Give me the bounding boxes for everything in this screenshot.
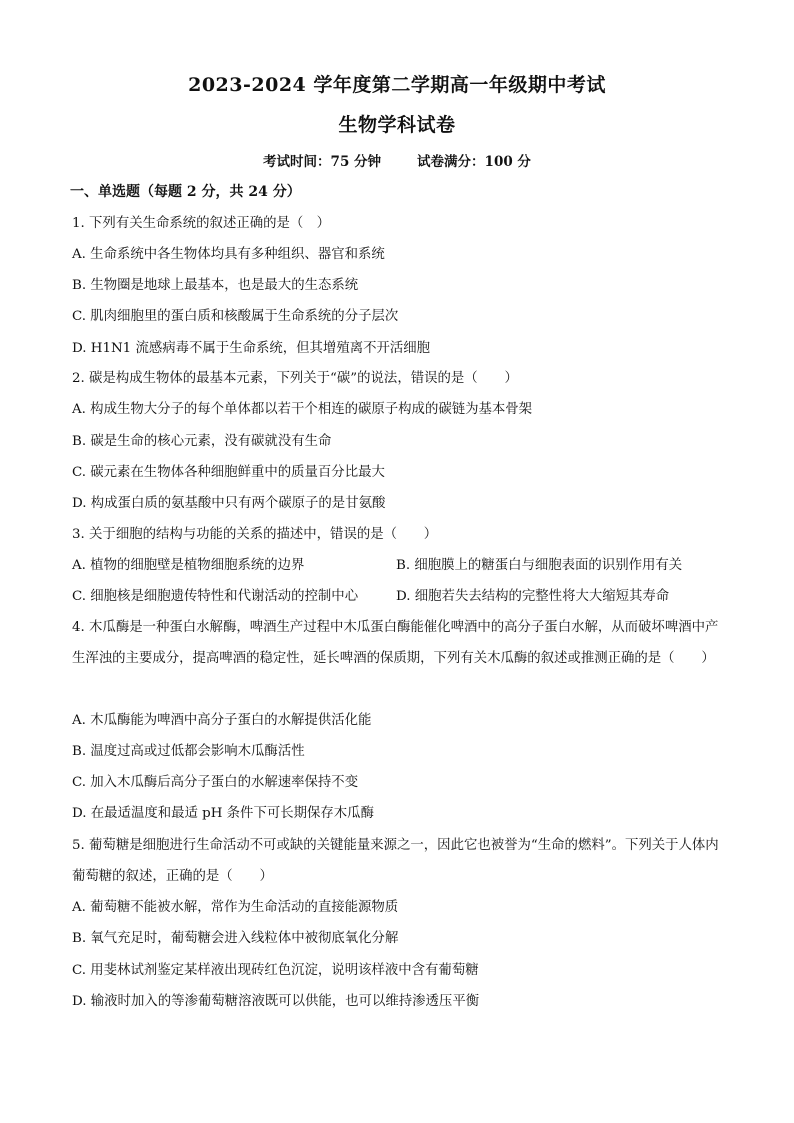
question-4-stem: 4. 木瓜酶是一种蛋白水解酶，啤酒生产过程中木瓜蛋白酶能催化啤酒中的高分子蛋白水解，从而破坏啤酒中产生浑浊的主要成分，提高啤酒的稳定性，延长啤酒的保质期，下列有关木瓜酶的叙述或推测正确的是（ ） — [72, 620, 719, 666]
question-2-stem: 2. 碳是构成生物体的最基本元素，下列关于“碳”的说法，错误的是（ ） — [72, 371, 518, 386]
question-1-option-d: D. H1N1 流感病毒不属于生命系统，但其增殖离不开活细胞 — [72, 341, 431, 356]
question-5-option-b: B. 氧气充足时，葡萄糖会进入线粒体中被彻底氧化分解 — [72, 931, 399, 946]
question-5-stem: 5. 葡萄糖是细胞进行生命活动不可或缺的关键能量来源之一，因此它也被誉为“生命的燃料”。下列关于人体内葡萄糖的叙述，正确的是（ ） — [72, 838, 719, 884]
question-1-option-c: C. 肌肉细胞里的蛋白质和核酸属于生命系统的分子层次 — [72, 309, 399, 324]
question-3-option-a: A. 植物的细胞壁是植物细胞系统的边界 — [72, 558, 305, 573]
question-1-stem: 1. 下列有关生命系统的叙述正确的是（ ） — [72, 216, 331, 231]
exam-title: 2023-2024 学年度第二学期高一年级期中考试 — [188, 74, 606, 96]
exam-score: 试卷满分：100 分 — [417, 154, 531, 170]
question-4-option-b: B. 温度过高或过低都会影响木瓜酶活性 — [72, 744, 305, 759]
exam-subject: 生物学科试卷 — [338, 114, 456, 136]
question-5-option-c: C. 用斐林试剂鉴定某样液出现砖红色沉淀，说明该样液中含有葡萄糖 — [72, 963, 479, 978]
question-3-option-b: B. 细胞膜上的糖蛋白与细胞表面的识别作用有关 — [396, 558, 683, 573]
question-4-option-a: A. 木瓜酶能为啤酒中高分子蛋白的水解提供活化能 — [72, 713, 372, 728]
question-2-option-b: B. 碳是生命的核心元素，没有碳就没有生命 — [72, 434, 332, 449]
question-3-option-c: C. 细胞核是细胞遗传特性和代谢活动的控制中心 — [72, 589, 359, 604]
question-2-option-c: C. 碳元素在生物体各种细胞鲜重中的质量百分比最大 — [72, 465, 385, 480]
question-1-option-b: B. 生物圈是地球上最基本，也是最大的生态系统 — [72, 278, 359, 293]
question-5-option-a: A. 葡萄糖不能被水解，常作为生命活动的直接能源物质 — [72, 900, 399, 915]
question-3-stem: 3. 关于细胞的结构与功能的关系的描述中，错误的是（ ） — [72, 527, 438, 542]
question-3-option-d: D. 细胞若失去结构的完整性将大大缩短其寿命 — [396, 589, 670, 604]
question-2-option-d: D. 构成蛋白质的氨基酸中只有两个碳原子的是甘氨酸 — [72, 496, 386, 511]
question-4-option-c: C. 加入木瓜酶后高分子蛋白的水解速率保持不变 — [72, 775, 359, 790]
section-heading: 一、单选题（每题 2 分，共 24 分） — [70, 184, 301, 200]
question-1-option-a: A. 生命系统中各生物体均具有多种组织、器官和系统 — [72, 247, 385, 262]
question-2-option-a: A. 构成生物大分子的每个单体都以若干个相连的碳原子构成的碳链为基本骨架 — [72, 402, 533, 417]
exam-time: 考试时间：75 分钟 — [263, 154, 382, 170]
question-4-option-d: D. 在最适温度和最适 pH 条件下可长期保存木瓜酶 — [72, 806, 374, 821]
question-5-option-d: D. 输液时加入的等渗葡萄糖溶液既可以供能，也可以维持渗透压平衡 — [72, 994, 480, 1009]
exam-meta — [0, 150, 794, 170]
